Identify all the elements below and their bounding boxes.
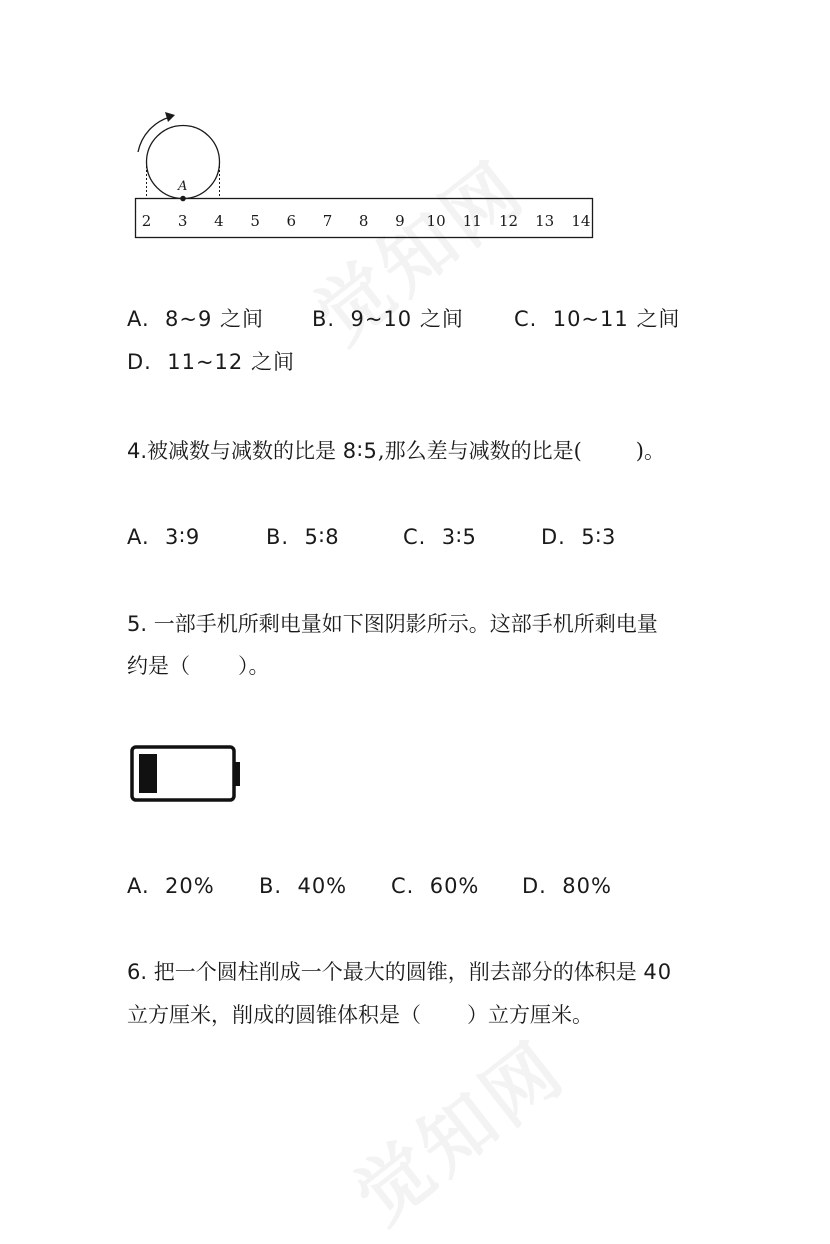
- battery-figure: [128, 744, 246, 806]
- q5-number: 5.: [127, 612, 148, 636]
- ruler-tick-label: 10: [426, 212, 446, 230]
- q4-question: 4.被减数与减数的比是 8∶5,那么差与减数的比是( )。: [127, 439, 665, 463]
- ruler-tick-label: 7: [322, 212, 333, 230]
- q5-option-a[interactable]: A. 20%: [127, 874, 215, 898]
- ruler-tick-label: 9: [395, 212, 405, 230]
- q3-option-d[interactable]: D. 11~12 之间: [127, 350, 295, 374]
- rotation-arrow-head: [165, 112, 175, 122]
- q4-option-d[interactable]: D. 5∶3: [541, 525, 617, 549]
- ruler-circle-figure: [125, 105, 605, 245]
- q5-question-line1: 5. 一部手机所剩电量如下图阴影所示。这部手机所剩电量: [127, 612, 658, 636]
- ruler-tick-label: 5: [250, 212, 260, 230]
- q4-number: 4.: [127, 439, 148, 463]
- q3-option-a[interactable]: A. 8~9 之间: [127, 307, 265, 331]
- ruler-tick-label: 6: [286, 212, 297, 230]
- ruler-tick-label: 13: [535, 212, 555, 230]
- q4-option-a[interactable]: A. 3∶9: [127, 525, 201, 549]
- q5-option-d[interactable]: D. 80%: [522, 874, 612, 898]
- q4-option-c[interactable]: C. 3∶5: [403, 525, 477, 549]
- q3-option-b[interactable]: B. 9~10 之间: [312, 307, 464, 331]
- battery-charge-fill: [139, 754, 157, 793]
- q6-question-line1: 6. 把一个圆柱削成一个最大的圆锥，削去部分的体积是 40: [127, 960, 673, 984]
- ruler-tick-labels: [142, 212, 591, 230]
- q5-question-line2: 约是（ ）。: [127, 654, 270, 678]
- q6-number: 6.: [127, 960, 148, 984]
- q5-option-c[interactable]: C. 60%: [391, 874, 480, 898]
- q5-option-b[interactable]: B. 40%: [259, 874, 348, 898]
- ruler-tick-label: 14: [571, 212, 591, 230]
- q4-ratio: 8∶5: [342, 439, 378, 463]
- battery-terminal: [234, 762, 240, 786]
- ruler-tick-label: 12: [498, 212, 519, 230]
- ruler-tick-label: 3: [177, 212, 188, 230]
- q4-option-b[interactable]: B. 5∶8: [266, 525, 340, 549]
- ruler-tick-label: 4: [214, 212, 224, 230]
- ruler-tick-label: 2: [141, 212, 152, 230]
- q6-question-line2: 立方厘米，削成的圆锥体积是（ ）立方厘米。: [127, 1003, 593, 1027]
- q3-option-c[interactable]: C. 10~11 之间: [514, 307, 681, 331]
- rotation-arrow: [138, 117, 170, 152]
- ruler-tick-label: 11: [462, 212, 482, 230]
- point-a-label: A: [178, 179, 188, 194]
- q6-value: 40: [643, 960, 673, 984]
- ruler-tick-label: 8: [358, 212, 369, 230]
